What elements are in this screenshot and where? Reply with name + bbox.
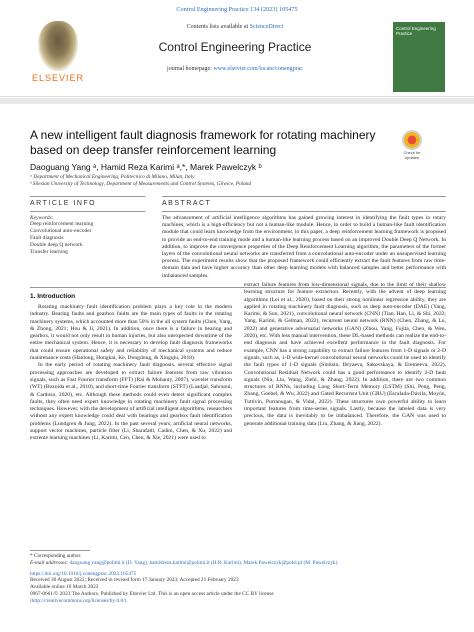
contents-line [110,24,360,30]
article-info-mid-rule [30,211,145,212]
crossmark-icon [402,130,422,150]
affiliation-b: ᵇ Silesian University of Technology, Department of Measurements and Control Systems, Gliwice, Poland [30,181,252,187]
header-center [110,24,360,72]
keywords-block [30,215,150,256]
corresponding-author-note: * Corresponding author. [30,553,82,559]
abstract-top-rule [162,196,446,197]
affiliation-a: ᵃ Department of Mechanical Engineering, Politecnico di Milano, Milan, Italy [30,174,195,180]
article-info-top-rule [30,196,145,197]
keyword-item: Transfer learning [30,249,68,255]
journal-cover-image[interactable] [393,22,445,92]
email-line [30,560,450,567]
intro-left-column [30,304,232,443]
copyright-line: 0967-0661/© 2023 The Authors. Published by Elsevier Ltd. This is an open access article under the CC BY license [30,590,274,597]
crossmark-label: Check for updates [403,150,421,160]
introduction-heading: 1. Introduction [30,293,76,300]
doi-link[interactable]: https://doi.org/10.1016/j.conengprac.2023.105475 [30,570,137,577]
homepage-line [110,66,360,72]
email-addresses[interactable]: daoguang.yang@polimi.it (D. Yang), hamidreza.karimi@polimi.it (H.R. Karimi), Marek.Pawelczyk@polsl.pl (M. Pawelczyk). [69,559,339,566]
intro-paragraph-2: In the early period of rotating machinery fault diagnosis, several effective signal processing approaches are developed to extract failure features from raw vibration signals, such as Fast Fourier transform (FFT) (Rai & Mohanty, 2007), wavelet transform (WT) (Bozoida et al., 2010), and short-time Fourier transform (STFT) (Laadjal, Sahraoui, & Cardoso, 2020), etc. Although these methods could even detect significant complex faults, they often need expert knowledge in rotating machinery fault signal processing techniques. However, with the development of artificial intelligent algorithms, researchers without any expert knowledge could deal with bearings and gearbox fault identification problems (Lundgren & Jung, 2022). In the past several years, artificial neural networks, support vector machines, particle filter (Li, Sharafatti, Cadini, Chen, & Xu, 2022) and extreme learning machines (Li, Karimi, Cen, Chen, & Xie, 2021) were used to [30,362,233,442]
article-info-heading: ARTICLE INFO [30,200,97,207]
license-row [30,598,450,605]
journal-citation-link[interactable]: Control Engineering Practice 134 (2023) 105475 [176,6,298,13]
footnote-rule [30,550,90,551]
keyword-item: Double deep Q network [30,242,83,248]
keyword-item: Fault diagnosis [30,235,64,241]
abstract-mid-rule [162,211,446,212]
sciencedirect-link[interactable]: ScienceDirect [249,24,284,30]
available-online: Available online 10 March 2023 [30,584,99,591]
elsevier-logo[interactable] [28,21,88,87]
keywords-label: Keywords: [30,215,54,221]
intro-paragraph-1: Rotating machinery fault identification problem plays a key role in the modern industry. Bearing faults and gearbox faults are the main types of faults in the rotating machinery systems, which accounted more than 50% in the all system faults (Chen, Yang, & Zhong, 2021; Hou & Ji, 2021). In addition, once there is a failure in bearing and gearbox, it would not only result in human injuries, but also unexpected downtime of the entire mechanical system. Hence, it is necessary to develop fault diagnosis frameworks that could ensure operational safety and reliability of mechanical systems and reduce maintenance costs (Hanlong, Hongkai, Ke, Dongdong, & Xingqiu, 2018). [30,304,232,362]
footer-block [30,553,450,605]
header-divider [0,98,474,104]
abstract-heading: ABSTRACT [162,200,212,207]
email-label: E-mail addresses: [30,559,69,566]
keyword-item: Deep reinforcement learning [30,221,94,227]
cover-title: Control Engineering Practice [396,26,436,37]
elsevier-logo-text: ELSEVIER [31,73,85,83]
crossmark-badge[interactable] [400,130,424,160]
contents-prefix: Contents lists available at [186,24,250,30]
homepage-link[interactable]: www.elsevier.com/locate/conengprac [213,66,303,72]
journal-title: Control Engineering Practice [158,40,312,54]
intro-paragraph-3: extract failure features from low-dimensional signals, due to the limit of their shallow learning structure for feature extraction. Recently, with the advent of deep learning algorithms (Lei et al., 2020), based on their strong nonlinear regression ability, they are applied in rotating machinery fault diagnosis, such as deep auto-encoder (DAE) (Yang, Karimi, & Sun, 2021), convolutional neural network (CNN) (Tian, Han, Li, & Shi, 2022; Yang, Karimi, & Gelman, 2022), recurrent neural network (RNN) (Chen, Zhang, & Lu, 2022) and generative adversarial networks (GAN) (Zhou, Yang, Fujita, Chen, & Wen, 2020), etc. With less manual intervention, these DL-based methods can realize the end-to-end diagnosis and have achieved excellent performance in the fault diagnosis. For example, CNN has a strong capability to extract failure features from 1-D signals or 2-D signals, such as, 1-D wide-kernel convolutional neural networks could be used to identify the fault types of 1-D signals (Sinitsin, Ibryaeva, Sakovskaya, & Eremeeva, 2022), Convolutional Residual Network could has a good performance to identify 2-D fault signals (Niu, Liu, Wang, Ziehl, & Zhang, 2022). In addition, there are two common structures of RNNs, including Long Short-Term Memory (LSTM) (Shi, Peng, Peng, Zhang, Goebel, & Wu, 2022) and Gated Recurrent Unit (GRU) (Escalada-Dávila, Moyón, Tuttivín, Purranugan, & Vidal, 2022). These structures own powerful ability to learn important features from time-series signals. Lastly, because the labeled data is very precious, the data is inevitably to be imbalanced. Therefore, the GAN was used to generate additional training data (Liu, Zhang, & Jiang, 2022). [244,282,446,427]
received-dates: Received 30 August 2022; Received in revised form 17 January 2023; Accepted 21 February 2023 [30,577,239,584]
keyword-item: Convolutional auto-encoder [30,228,92,234]
article-title: A new intelligent fault diagnosis framework for rotating machinery based on deep transfer reinforcement learning [30,128,376,157]
license-link[interactable]: (http://creativecommons.org/licenses/by/4.0/). [30,597,128,604]
abstract-text: The advancement of artificial intelligence algorithms has gained growing interest in identifying the fault types in rotary machines, which is a high-efficiency but not a human-like module. Hence, in order to build a human-like fault identification module that could learn knowledge from the environment, in this paper, a deep reinforcement learning framework is proposed to provide an end-to-end training mode and a human-like learning process based on an improved Double Deep Q Network. In addition, to improve the convergence properties of the Deep Reinforcement Learning algorithm, the parameters of the former layers of the convolutional neural networks are transferred from a convolutional auto-encoder under an unsupervised learning process. The experiment results show that the proposed framework could efficiently extract the fault features from raw time-domain data and have higher accuracy than other deep learning models with balanced samples and better performance with imbalanced samples. [162,215,446,279]
elsevier-tree-icon [38,21,78,71]
intro-right-column [244,282,446,428]
author-list: Daoguang Yang ᵃ, Hamid Reza Karimi ᵃ,*, Marek Pawelczyk ᵇ [30,162,262,172]
homepage-prefix: journal homepage: [167,66,214,72]
